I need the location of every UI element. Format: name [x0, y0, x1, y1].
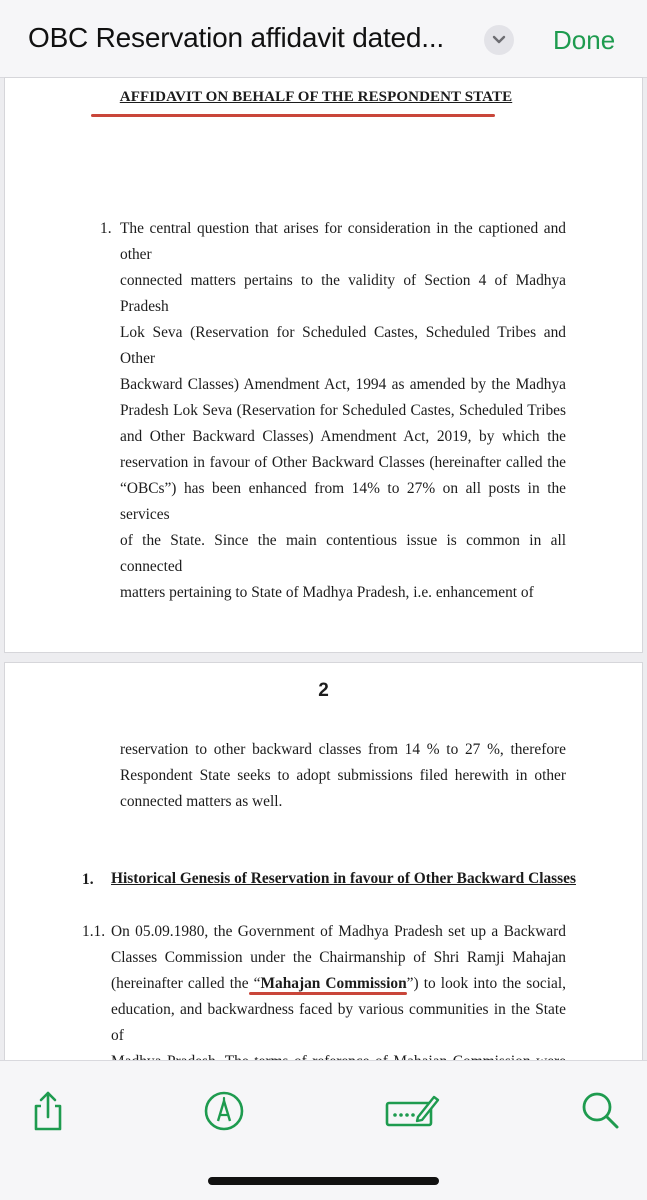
- paragraph-number: 1.1.: [82, 923, 106, 940]
- text-segment: ”) to look into the social,: [406, 975, 566, 992]
- text-line: “OBCs”) has been enhanced from 14% to 27% on all posts in the services: [120, 480, 566, 523]
- text-line: On 05.09.1980, the Government of Madhya Pradesh set up a Backward: [111, 923, 566, 940]
- document-title[interactable]: OBC Reservation affidavit dated...: [28, 22, 445, 53]
- red-annotation-underline: [91, 114, 495, 117]
- section-number: 1.: [82, 871, 94, 888]
- text-line: reservation to other backward classes from 14 % to 27 %, therefore: [120, 741, 566, 758]
- share-icon[interactable]: [26, 1089, 70, 1133]
- text-line: reservation in favour of Other Backward Classes (hereinafter called the: [120, 454, 566, 471]
- paragraph-number: 1.: [100, 220, 112, 237]
- mahajan-commission-term: Mahajan Commission: [260, 975, 407, 992]
- done-button[interactable]: Done: [553, 25, 616, 55]
- text-line: Lok Seva (Reservation for Scheduled Castes, Scheduled Tribes and Other: [120, 324, 566, 367]
- page-number: 2: [318, 680, 329, 701]
- markup-pen-icon[interactable]: [202, 1089, 246, 1133]
- pdf-page-1[interactable]: [5, 78, 642, 652]
- home-indicator: [208, 1177, 439, 1185]
- continuation-paragraph: [120, 737, 566, 815]
- search-icon[interactable]: [578, 1089, 622, 1133]
- text-line: of the State. Since the main contentious issue is common in all connected: [120, 532, 566, 575]
- text-line: education, and backwardness faced by various communities in the State of: [111, 1001, 566, 1044]
- text-line: connected matters as well.: [120, 793, 283, 810]
- text-line: Backward Classes) Amendment Act, 1994 as amended by the Madhya: [120, 376, 566, 393]
- text-line: Pradesh Lok Seva (Reservation for Scheduled Castes, Scheduled Tribes: [120, 402, 566, 419]
- text-segment: (hereinafter called the “: [111, 975, 261, 992]
- chevron-down-icon[interactable]: [484, 25, 514, 55]
- section-heading: Historical Genesis of Reservation in favour of Other Backward Classes: [111, 870, 576, 887]
- text-line: connected matters pertains to the validity of Section 4 of Madhya Pradesh: [120, 272, 566, 315]
- text-line: Classes Commission under the Chairmanship of Shri Ramji Mahajan: [111, 949, 566, 966]
- navigation-bar: [0, 0, 647, 78]
- text-line: and Other Backward Classes) Amendment Act, 2019, by which the: [120, 428, 566, 445]
- text-line: The central question that arises for consideration in the captioned and other: [120, 220, 566, 263]
- pdf-page-2[interactable]: [5, 663, 642, 1060]
- paragraph-1: [120, 216, 566, 606]
- text-line: Respondent State seeks to adopt submissions filed herewith in other: [120, 767, 566, 784]
- fill-and-sign-icon[interactable]: [384, 1089, 440, 1133]
- affidavit-heading: AFFIDAVIT ON BEHALF OF THE RESPONDENT STATE: [119, 89, 513, 105]
- red-annotation-underline: [249, 992, 407, 995]
- text-line: matters pertaining to State of Madhya Pradesh, i.e. enhancement of: [120, 584, 534, 601]
